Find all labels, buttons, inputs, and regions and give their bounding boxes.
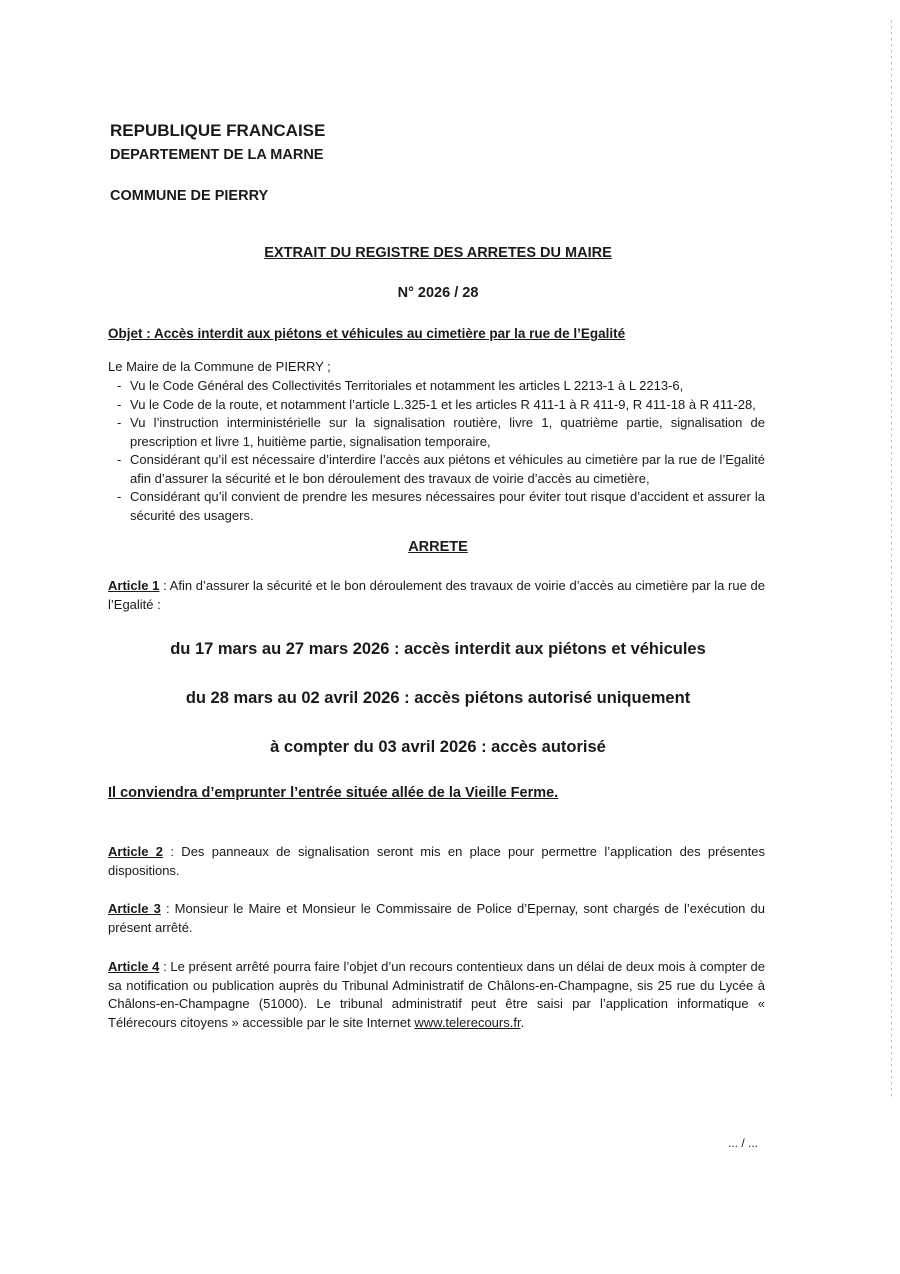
period-3: à compter du 03 avril 2026 : accès autorisé: [270, 738, 606, 756]
decree-number: N° 2026 / 28: [397, 285, 479, 301]
register-title: EXTRAIT DU REGISTRE DES ARRETES DU MAIRE: [264, 245, 612, 261]
period-1: du 17 mars au 27 mars 2026 : accès interdit aux piétons et véhicules: [170, 640, 706, 658]
article-3-text: : Monsieur le Maire et Monsieur le Commissaire de Police d’Epernay, sont chargés de l’exécution du présent arrêté.: [108, 901, 765, 935]
entrance-note: Il conviendra d’emprunter l’entrée située allée de la Vieille Ferme.: [108, 785, 559, 801]
telerecours-link[interactable]: www.telerecours.fr: [414, 1014, 521, 1030]
article-4-label: Article 4: [108, 959, 160, 974]
preamble-intro: Le Maire de la Commune de PIERRY ;: [108, 359, 331, 374]
object-line: Objet : Accès interdit aux piétons et véhicules au cimetière par la rue de l’Egalité: [108, 326, 626, 341]
article-4-text: : Le présent arrêté pourra faire l’objet d’un recours contentieux dans un délai de deux mois à compter de sa notification ou publication auprès du Tribunal Administratif de Châlons-en-Champagne, sis 25 rue du Lycée à Châlons-en-Champagne (51000). Le tribunal administratif peut être saisi par l’application informatique « Télérecours citoyens » accessible par le site Internet: [108, 959, 765, 1030]
preamble-item: - Vu le Code Général des Collectivités Territoriales et notamment les articles L 2213-1 à L 2213-6,: [108, 377, 765, 396]
article-1: [108, 577, 765, 614]
article-2: [108, 843, 765, 880]
article-1-text: : Afin d’assurer la sécurité et le bon déroulement des travaux de voirie d’accès au cimetière par la rue de l’Egalité :: [108, 578, 765, 612]
article-3: [108, 900, 765, 937]
commune-heading: COMMUNE DE PIERRY: [110, 188, 269, 204]
republic-heading: REPUBLIQUE FRANCAISE: [110, 121, 326, 140]
article-3-label: Article 3: [108, 901, 161, 916]
preamble-item: - Vu l’instruction interministérielle sur la signalisation routière, livre 1, quatrième partie, signalisation de prescription et livre 1, huitième partie, signalisation temporaire,: [108, 414, 765, 451]
decision-heading: ARRETE: [408, 539, 468, 555]
article-4-end: .: [520, 1014, 525, 1030]
preamble-item: - Vu le Code de la route, et notamment l’article L.325-1 et les articles R 411-1 à R 411-9, R 411-18 à R 411-28,: [108, 396, 765, 415]
preamble-item: - Considérant qu’il convient de prendre les mesures nécessaires pour éviter tout risque d’accident et assurer la sécurité des usagers.: [108, 488, 765, 525]
department-heading: DEPARTEMENT DE LA MARNE: [110, 147, 324, 163]
preamble-item: - Considérant qu’il est nécessaire d’interdire l’accès aux piétons et véhicules au cimetière par la rue de l’Egalité afin d’assurer la sécurité et le bon déroulement des travaux de voirie d’accès au cimetière,: [108, 451, 765, 488]
article-4: [108, 958, 765, 1032]
period-2: du 28 mars au 02 avril 2026 : accès piétons autorisé uniquement: [185, 689, 691, 707]
preamble-list: [108, 377, 765, 525]
article-2-text: : Des panneaux de signalisation seront mis en place pour permettre l’application des présentes dispositions.: [108, 844, 765, 878]
page-continuation: ... / ...: [728, 1136, 759, 1150]
scan-edge-marks: [891, 20, 892, 1100]
article-2-label: Article 2: [108, 844, 164, 859]
article-1-label: Article 1: [108, 578, 160, 593]
